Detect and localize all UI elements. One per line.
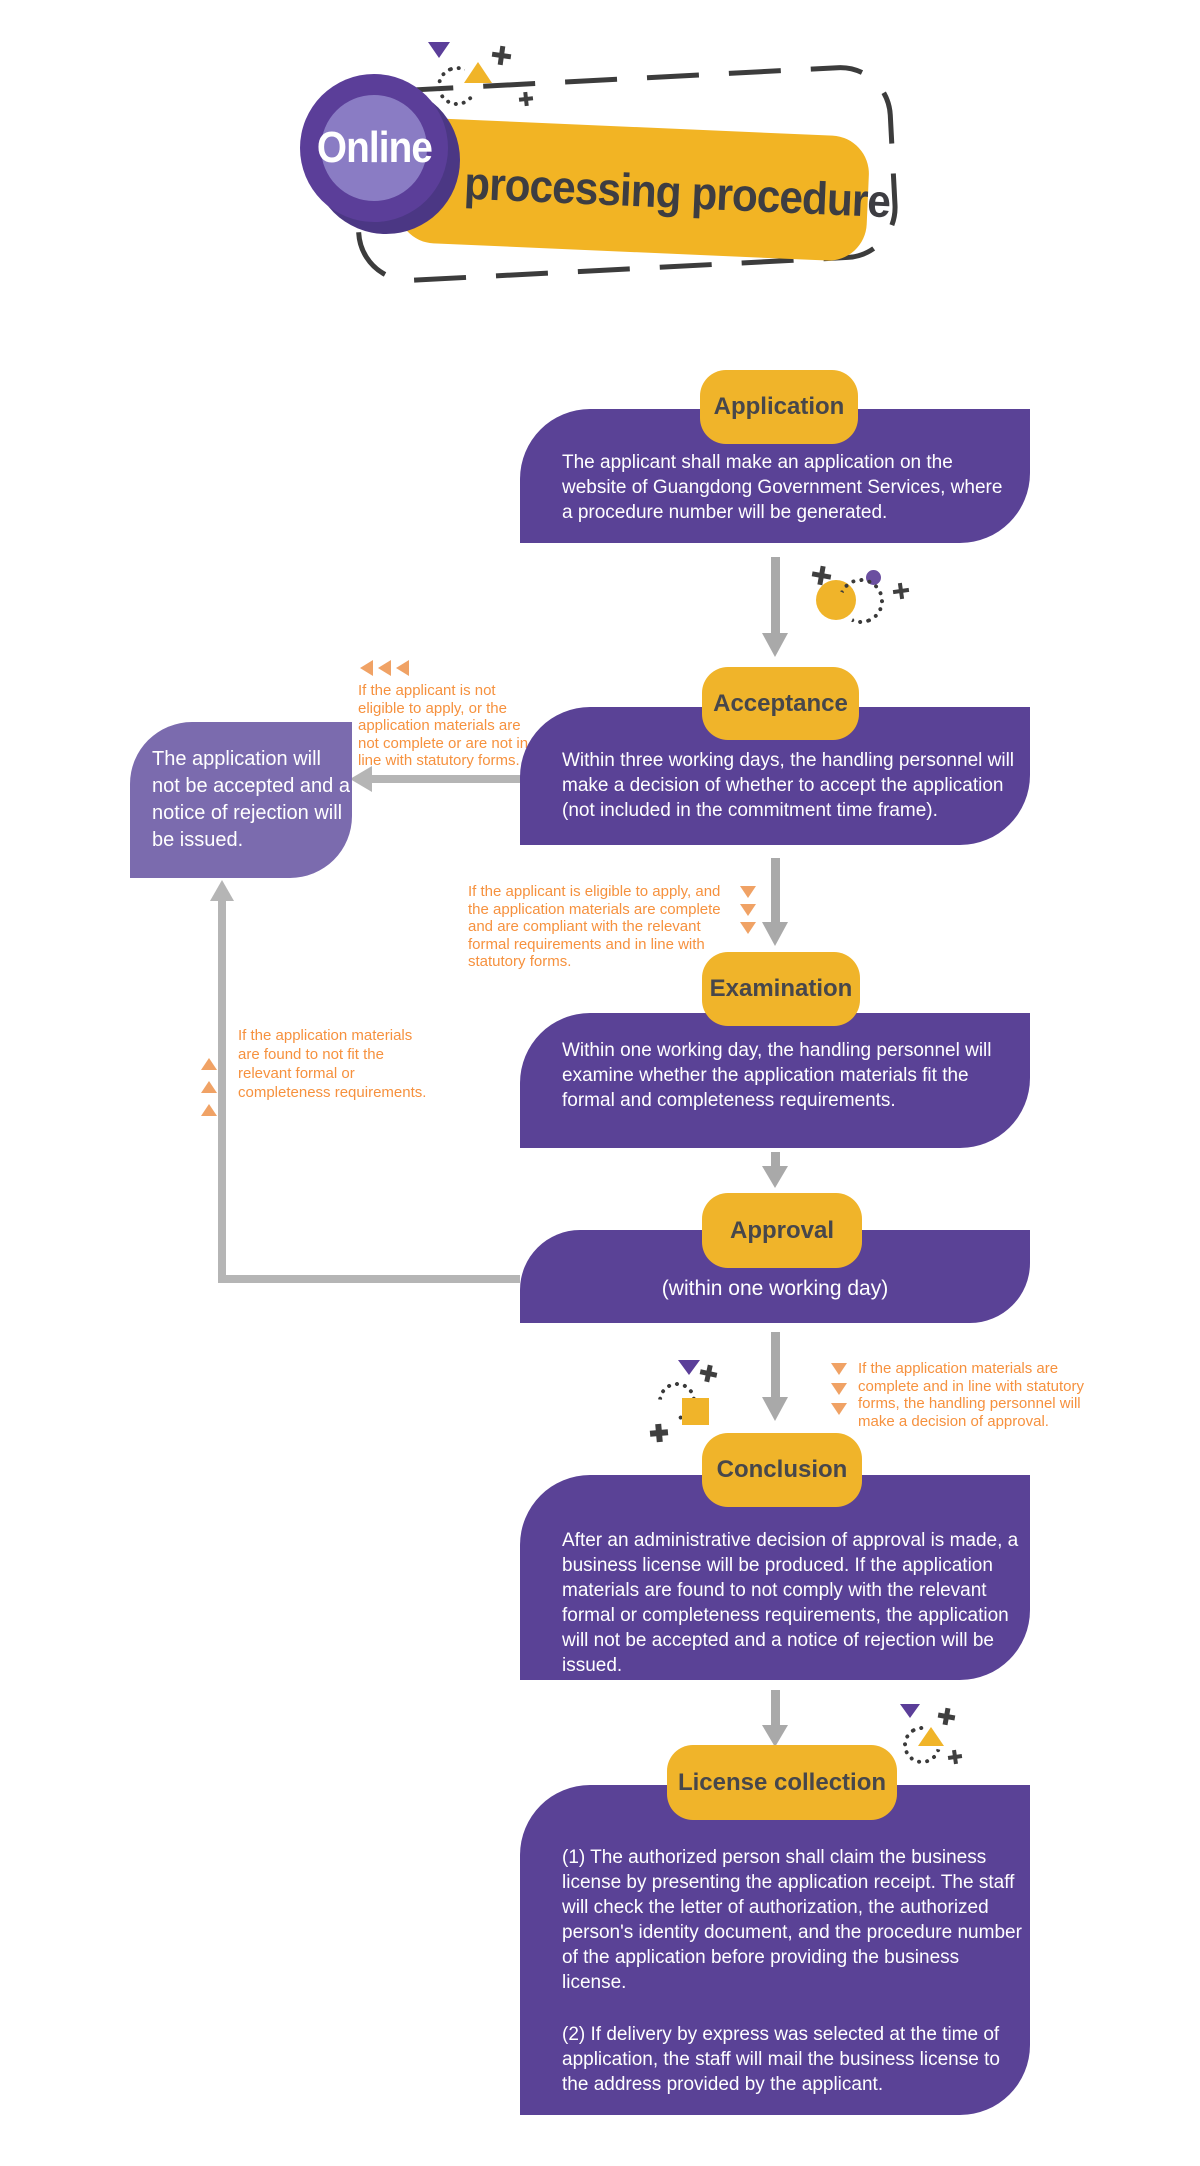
orange-down-triangle-icon: [740, 904, 756, 916]
title-banner: [395, 117, 892, 262]
yellow-triangle-icon: [918, 1727, 944, 1746]
flow-arrow: [771, 1152, 780, 1166]
flow-arrow: [771, 1690, 780, 1725]
step-body-acceptance: Within three working days, the handling personnel will make a decision of whether to accept the application (not included in the commitment time frame).: [562, 750, 1015, 821]
step-label: Examination: [709, 975, 853, 1002]
badge-label: Online: [316, 123, 432, 172]
purple-triangle-icon: [900, 1704, 920, 1718]
flow-arrow: [771, 1332, 780, 1397]
rejection-box: [130, 722, 352, 878]
arrow-head-up-icon: [210, 880, 234, 901]
step-pill-approval: [702, 1193, 862, 1268]
flow-arrow: [771, 557, 780, 633]
arrow-head-down-icon: [762, 922, 788, 946]
step-label: Acceptance: [713, 689, 848, 717]
yellow-square-icon: [682, 1398, 709, 1425]
reject-arrow: [368, 775, 522, 783]
orange-down-triangle-icon: [831, 1403, 847, 1415]
arrow-head-down-icon: [762, 1397, 788, 1421]
plus-icon: [937, 1707, 957, 1727]
orange-left-triangle-icon: [396, 660, 409, 676]
step-pill-application: [700, 370, 858, 444]
plus-icon: [491, 45, 512, 66]
step-body-examination: Within one working day, the handling personnel will examine whether the application materials fit the formal and completeness requirements.: [562, 1040, 992, 1111]
orange-left-triangle-icon: [360, 660, 373, 676]
step-body-approval: (within one working day): [661, 1277, 889, 1300]
feedback-line-vertical: [218, 900, 226, 1283]
purple-triangle-icon: [428, 42, 450, 58]
feedback-line-horizontal: [218, 1275, 520, 1283]
orange-up-triangle-icon: [201, 1081, 217, 1093]
plus-icon: [947, 1749, 963, 1765]
orange-up-triangle-icon: [201, 1104, 217, 1116]
step-label: Conclusion: [716, 1456, 848, 1483]
rejection-text: The application will not be accepted and a notice of rejection will be issued.: [152, 748, 350, 851]
step-body-license-collection-2: (2) If delivery by express was selected at the time of application, the staff will mail the business license to the address provided by the applicant.: [562, 2024, 1000, 2095]
step-body-application: The applicant shall make an application on the website of Guangdong Government Services, where a procedure number will be generated.: [562, 452, 1003, 523]
orange-down-triangle-icon: [740, 922, 756, 934]
arrow-head-down-icon: [762, 1725, 788, 1747]
step-body-license-collection-1: (1) The authorized person shall claim the business license by presenting the application receipt. The staff will check the letter of authorization, the authorized person's identity document, and the procedure number of the application before providing the business license.: [562, 1847, 1022, 1993]
purple-triangle-icon: [678, 1360, 700, 1375]
condition-eligible: If the applicant is eligible to apply, and the application materials are complete and are compliant with the relevant formal requirements and in line with statutory forms.: [468, 883, 721, 970]
condition-not-fit: If the application materials are found to not fit the relevant formal or completeness requirements.: [238, 1027, 427, 1101]
step-label: Application: [713, 393, 845, 420]
orange-down-triangle-icon: [831, 1363, 847, 1375]
step-label: License collection: [677, 1768, 887, 1796]
step-body-conclusion: After an administrative decision of approval is made, a business license will be produced. If the application materials are found to not comply with the relevant formal or completeness requirements, the application will not be accepted and a notice of rejection will be issued.: [562, 1530, 1019, 1676]
orange-up-triangle-icon: [201, 1058, 217, 1070]
flow-arrow: [771, 858, 780, 922]
arrow-head-down-icon: [762, 633, 788, 657]
orange-down-triangle-icon: [831, 1383, 847, 1395]
arrow-head-down-icon: [762, 1166, 788, 1188]
step-pill-license-collection: [667, 1745, 897, 1820]
plus-icon: [892, 582, 910, 600]
step-label: Approval: [729, 1216, 834, 1244]
step-pill-acceptance: [702, 667, 859, 740]
step-pill-conclusion: [702, 1433, 862, 1507]
condition-approval-decision: If the application materials are complete and in line with statutory forms, the handling personnel will make a decision of approval.: [858, 1360, 1084, 1430]
yellow-triangle-icon: [464, 62, 492, 83]
plus-icon: [649, 1423, 669, 1443]
orange-down-triangle-icon: [740, 886, 756, 898]
orange-left-triangle-icon: [378, 660, 391, 676]
condition-not-eligible: If the applicant is not eligible to apply, or the application materials are not complete or are not in line with statutory forms.: [358, 682, 529, 769]
title-badge: [300, 74, 448, 222]
page-title: processing procedure: [463, 156, 892, 227]
step-pill-examination: [702, 952, 860, 1026]
plus-icon: [698, 1363, 718, 1383]
